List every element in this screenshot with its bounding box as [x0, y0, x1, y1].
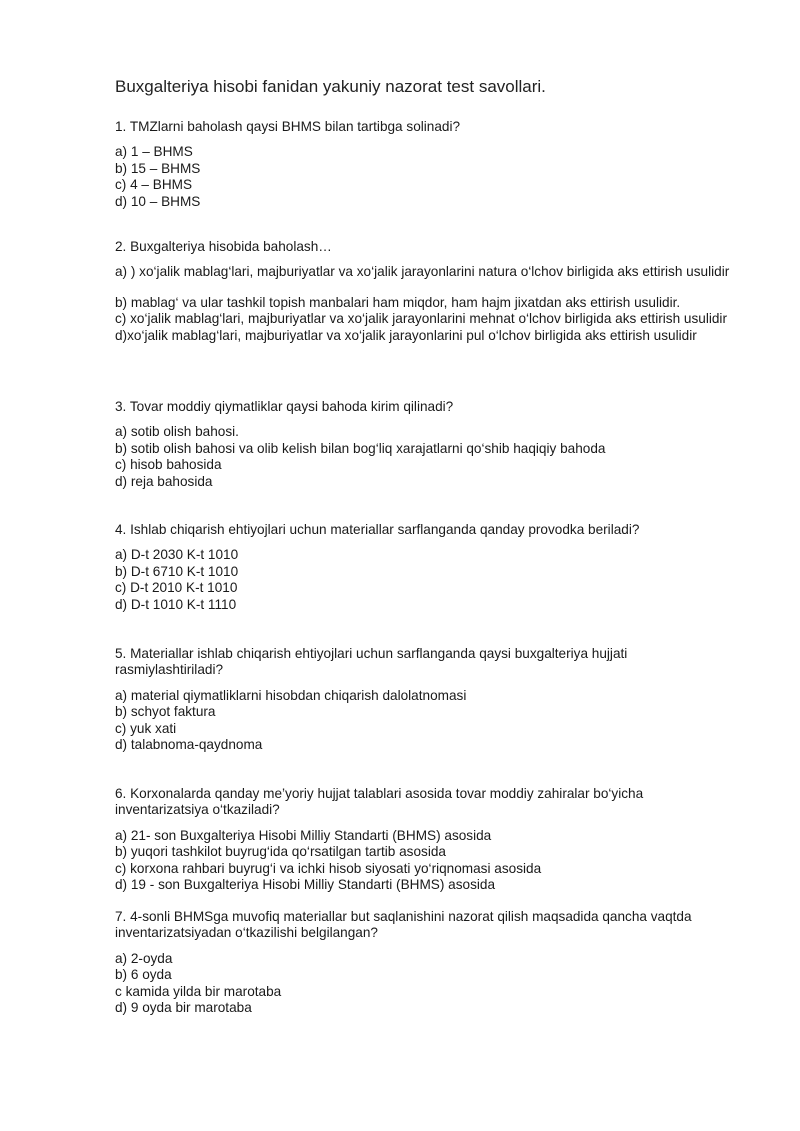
option-b: b) schyot faktura [115, 704, 216, 720]
option-b: b) 15 – BHMS [115, 160, 201, 176]
option-b: b) D-t 6710 K-t 1010 [115, 563, 239, 579]
question-3 [115, 399, 735, 490]
option-d: d) 19 - son Buxgalteriya Hisobi Milliy Standarti (BHMS) asosida [115, 877, 496, 893]
option-c: c kamida yilda bir marotaba [115, 983, 282, 999]
question-text: 6. Korxonalarda qanday me’yoriy hujjat talablari asosida tovar moddiy zahiralar bo‘yicha inventarizatsiya o‘tkaziladi? [115, 786, 644, 818]
option-a: a) D-t 2030 K-t 1010 [115, 547, 239, 563]
option-c: c) hisob bahosida [115, 457, 222, 473]
option-d: d) talabnoma-qaydnoma [115, 737, 263, 753]
option-a: a) 2-oyda [115, 950, 173, 966]
question-text: 3. Tovar moddiy qiymatliklar qaysi bahoda kirim qilinadi? [115, 399, 454, 414]
question-text: 2. Buxgalteriya hisobida baholash… [115, 239, 332, 254]
option-c: c) D-t 2010 K-t 1010 [115, 580, 238, 596]
question-6 [115, 786, 735, 893]
option-a: a) material qiymatliklarni hisobdan chiqarish dalolatnomasi [115, 687, 467, 703]
question-2 [115, 239, 735, 344]
option-d: d) reja bahosida [115, 473, 213, 489]
option-a: a) 1 – BHMS [115, 144, 193, 160]
option-d: d) 9 oyda bir marotaba [115, 1000, 252, 1016]
question-text: 4. Ishlab chiqarish ehtiyojlari uchun materiallar sarflanganda qanday provodka beriladi? [115, 522, 640, 537]
option-b: b) sotib olish bahosi va olib kelish bilan bog‘liq xarajatlarni qo‘shib haqiqiy bahoda [115, 440, 606, 456]
option-a: a) 21- son Buxgalteriya Hisobi Milliy Standarti (BHMS) asosida [115, 827, 492, 843]
question-5 [115, 646, 735, 753]
option-c: c) xo‘jalik mablag‘lari, majburiyatlar va xo‘jalik jarayonlarini mehnat o‘lchov birligida aks ettirish usulidir [115, 311, 727, 327]
option-d: d)xo‘jalik mablag‘lari, majburiyatlar va xo‘jalik jarayonlarini pul o‘lchov birligida aks ettirish usulidir [115, 327, 697, 343]
question-7 [115, 909, 735, 1016]
option-b: b) 6 oyda [115, 967, 172, 983]
option-c: c) yuk xati [115, 720, 177, 736]
option-d: d) D-t 1010 K-t 1110 [115, 596, 237, 612]
question-1 [115, 119, 735, 210]
question-text: 1. TMZlarni baholash qaysi BHMS bilan tartibga solinadi? [115, 119, 461, 134]
question-4 [115, 522, 735, 613]
question-text: 7. 4-sonli BHMSga muvofiq materiallar but saqlanishini nazorat qilish maqsadida qancha vaqtda inventarizatsiyadan o‘tkazilishi belgilangan? [115, 909, 692, 941]
option-c: c) 4 – BHMS [115, 177, 193, 193]
option-c: c) korxona rahbari buyrug‘i va ichki hisob siyosati yo‘riqnomasi asosida [115, 860, 542, 876]
option-a: a) ) xo‘jalik mablag‘lari, majburiyatlar va xo‘jalik jarayonlarini natura o‘lchov birligida aks ettirish usulidir [115, 264, 730, 280]
option-b: b) mablag‘ va ular tashkil topish manbalari ham miqdor, ham hajm jixatdan aks ettirish usulidir. [115, 294, 681, 310]
option-d: d) 10 – BHMS [115, 193, 201, 209]
question-text: 5. Materiallar ishlab chiqarish ehtiyojlari uchun sarflanganda qaysi buxgalteriya hujjati rasmiylashtiriladi? [115, 646, 628, 678]
option-a: a) sotib olish bahosi. [115, 424, 239, 440]
option-b: b) yuqori tashkilot buyrug‘ida qo‘rsatilgan tartib asosida [115, 844, 446, 860]
page-title: Buxgalteriya hisobi fanidan yakuniy nazorat test savollari. [115, 77, 546, 96]
